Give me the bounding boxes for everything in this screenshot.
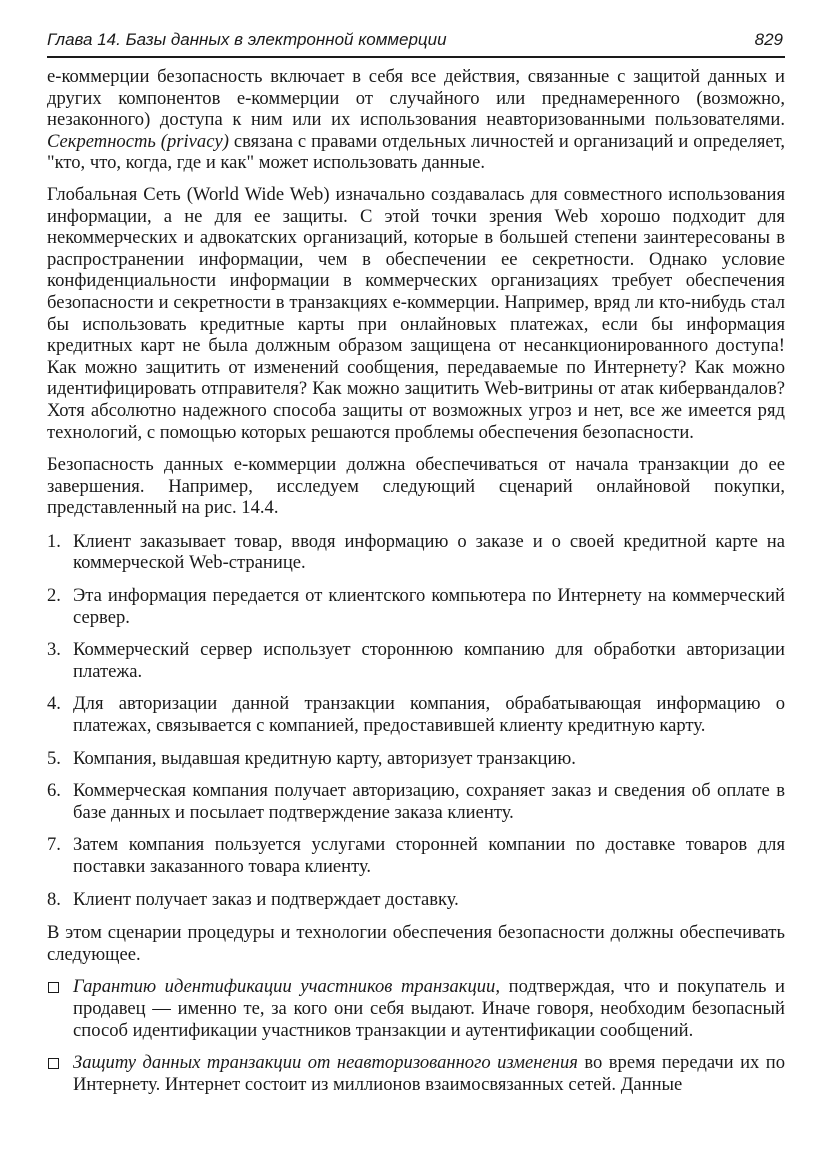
item-text: Затем компания пользуется услугами сторонней компании по доставке товаров для поставки заказанного товара клиенту. — [73, 834, 785, 877]
list-item — [47, 889, 785, 911]
paragraph-text: е-коммерции безопасность включает в себя все действия, связанные с защитой данных и других компонентов е-коммерции от случайного или преднамеренного (возможно, незаконного) доступа к ним или их использования неавторизованными пользователями. — [47, 66, 785, 131]
purchase-steps-list — [47, 531, 785, 910]
list-item — [47, 976, 785, 1041]
item-text: Компания, выдавшая кредитную карту, авторизует транзакцию. — [73, 747, 576, 769]
term-privacy: Секретность (privacy) — [47, 130, 229, 152]
item-text: Коммерческий сервер использует стороннюю компанию для обработки авторизации платежа. — [73, 639, 785, 682]
item-text: Коммерческая компания получает авторизацию, сохраняет заказ и сведения об оплате в базе данных и посылает подтверждение заказа клиенту. — [73, 780, 785, 823]
item-number: 2. — [47, 585, 61, 607]
list-item — [47, 834, 785, 877]
item-text: Эта информация передается от клиентского компьютера по Интернету на коммерческий сервер. — [73, 585, 785, 628]
chapter-title: Глава 14. Базы данных в электронной коммерции — [47, 30, 447, 49]
term-emphasis: Гарантию идентификации участников транзакции, — [73, 976, 500, 998]
list-item — [47, 693, 785, 736]
item-number: 1. — [47, 530, 61, 552]
list-item — [47, 639, 785, 682]
list-item — [47, 748, 785, 770]
page-number: 829 — [754, 30, 783, 49]
item-text: Для авторизации данной транзакции компания, обрабатывающая информацию о платежах, связывается с компанией, предоставившей клиенту кредитную карту. — [73, 693, 785, 737]
term-emphasis: Защиту данных транзакции от неавторизованного изменения — [73, 1052, 578, 1074]
item-number: 7. — [47, 834, 61, 856]
running-header — [47, 0, 785, 58]
item-number: 4. — [47, 693, 61, 715]
paragraph-text: связана с правами отдельных личностей и организаций и определяет, "кто, что, когда, где и как" может использовать данные. — [47, 130, 785, 174]
item-number: 8. — [47, 888, 61, 910]
item-number: 6. — [47, 780, 61, 802]
list-item — [47, 531, 785, 574]
item-number: 3. — [47, 639, 61, 661]
paragraph-requirements-intro: В этом сценарии процедуры и технологии обеспечения безопасности должны обеспечивать следующее. — [47, 922, 785, 965]
item-text: Клиент получает заказ и подтверждает доставку. — [73, 888, 459, 910]
list-item — [47, 1052, 785, 1095]
checkbox-bullet-icon — [48, 982, 59, 993]
page-body — [47, 66, 785, 1095]
list-item — [47, 585, 785, 628]
paragraph-scenario-intro: Безопасность данных е-коммерции должна обеспечиваться от начала транзакции до ее завершения. Например, исследуем следующий сценарий онлайновой покупки, представленный на рис. 14.4. — [47, 454, 785, 519]
item-text: Клиент заказывает товар, вводя информацию о заказе и о своей кредитной карте на коммерческой Web-странице. — [73, 530, 785, 574]
paragraph-security-privacy — [47, 66, 785, 174]
list-item — [47, 780, 785, 823]
checkbox-bullet-icon — [48, 1058, 59, 1069]
requirements-list — [47, 976, 785, 1095]
item-number: 5. — [47, 747, 61, 769]
paragraph-web-security: Глобальная Сеть (World Wide Web) изначально создавалась для совместного использования информации, а не для ее защиты. С этой точки зрения Web хорошо подходит для некоммерческих и адвокатских организаций, которые в большей степени заинтересованы в распространении информации, чем в обеспечении ее секретности. Однако условие конфиденциальности информации в коммерческих организациях требует обеспечения безопасности и секретности в транзакциях е-коммерции. Например, вряд ли кто-нибудь стал бы использовать кредитные карты при онлайновых платежах, если бы информация кредитных карт не была должным образом защищена от несанкционированного доступа! Как можно защитить от изменений сообщения, передаваемые по Интернету? Как можно идентифицировать отправителя? Как можно защитить Web-витрины от атак кибервандалов? Хотя абсолютно надежного способа защиты от возможных угроз и нет, все же имеется ряд технологий, с помощью которых решаются проблемы обеспечения безопасности. — [47, 183, 785, 443]
item-text: во время передачи их по Интернету. Интернет состоит из миллионов взаимосвязанных сетей. Данные — [73, 1052, 785, 1095]
item-text: подтверждая, что и покупатель и продавец — именно те, за кого они себя выдают. Иначе говоря, необходим безопасный способ идентификации участников транзакции и аутентификации сообщений. — [73, 976, 785, 1041]
